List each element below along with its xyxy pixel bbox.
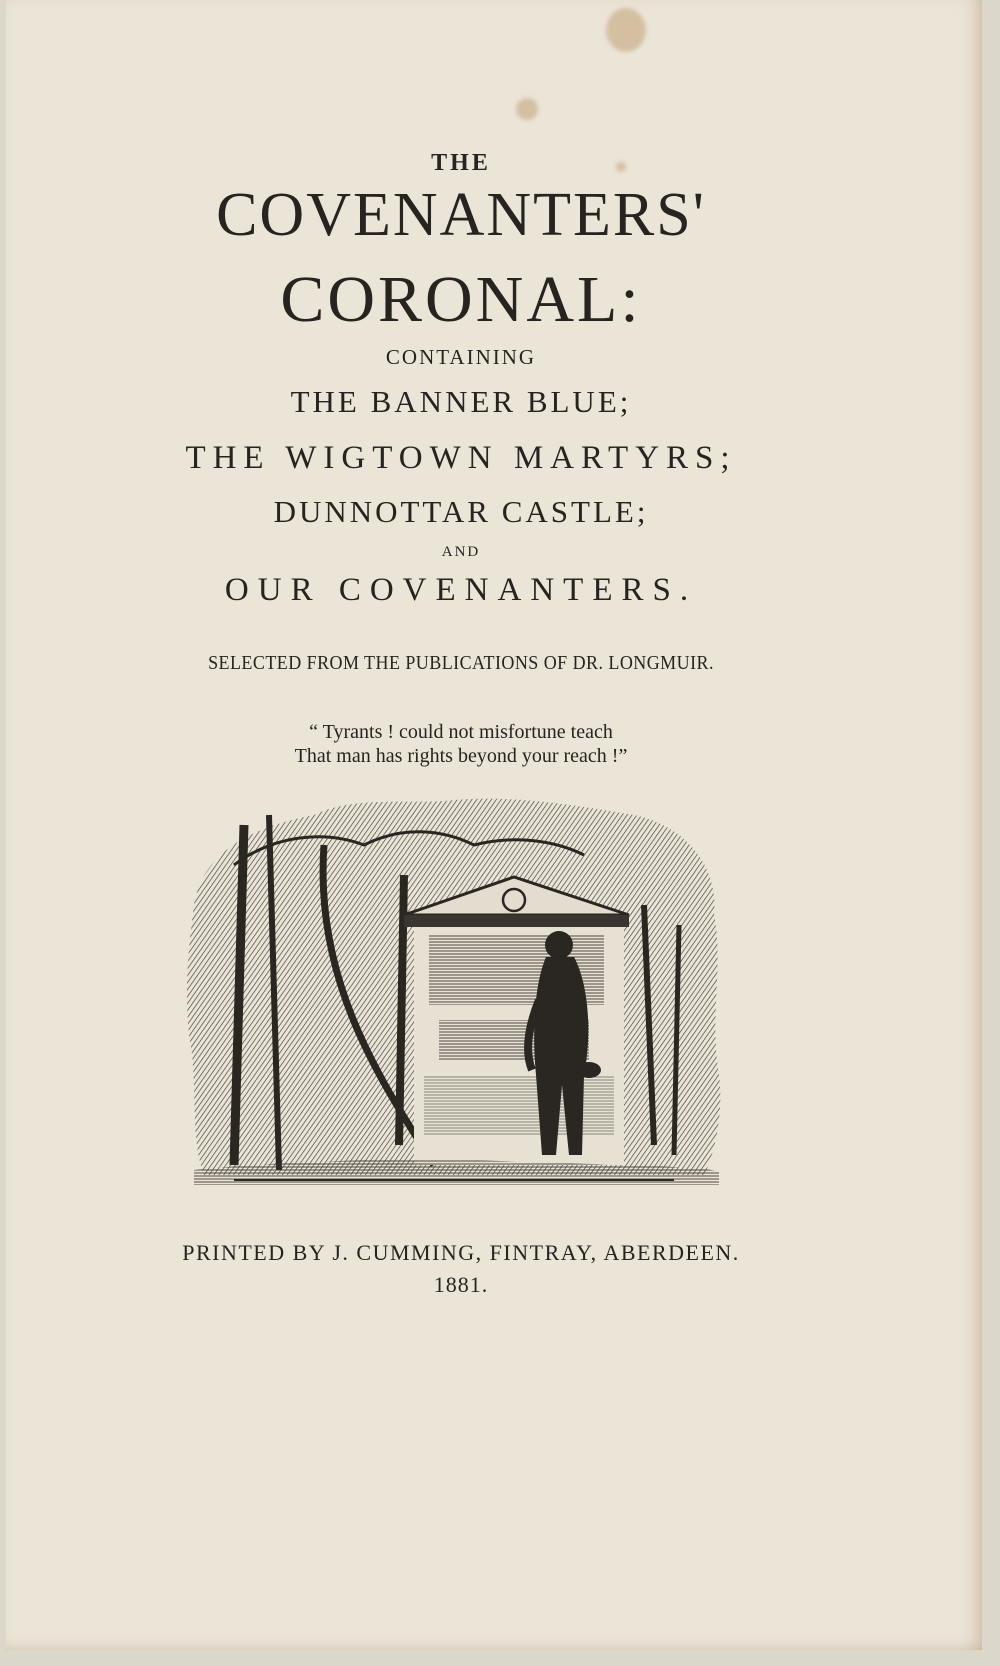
- printer-imprint: PRINTED BY J. CUMMING, FINTRAY, ABERDEEN.: [182, 1240, 740, 1265]
- selection-note: SELECTED FROM THE PUBLICATIONS OF DR. LONGMUIR.: [208, 652, 714, 674]
- main-title-line1: COVENANTERS': [216, 181, 706, 249]
- epigraph: [6, 720, 916, 768]
- contents-item-dunnottar-castle: DUNNOTTAR CASTLE;: [273, 494, 649, 529]
- publication-year: 1881.: [433, 1272, 489, 1297]
- contents-item-banner-blue: THE BANNER BLUE;: [290, 384, 632, 419]
- woodcut-engraving-icon: [174, 785, 738, 1205]
- title-article: THE: [431, 150, 491, 176]
- epigraph-line2: That man has rights beyond your reach !”: [294, 745, 628, 767]
- foxing-stain: [606, 8, 646, 52]
- contents-item-our-covenanters: OUR COVENANTERS.: [224, 572, 698, 608]
- foxing-stain: [516, 98, 538, 120]
- contents-item-wigtown-martyrs: THE WIGTOWN MARTYRS;: [185, 440, 737, 476]
- main-title-line2: CORONAL:: [280, 263, 642, 336]
- title-page: [6, 0, 982, 1650]
- and-label: AND: [441, 544, 481, 560]
- epigraph-line1: “ Tyrants ! could not misfortune teach: [309, 721, 613, 743]
- containing-label: CONTAINING: [385, 345, 537, 369]
